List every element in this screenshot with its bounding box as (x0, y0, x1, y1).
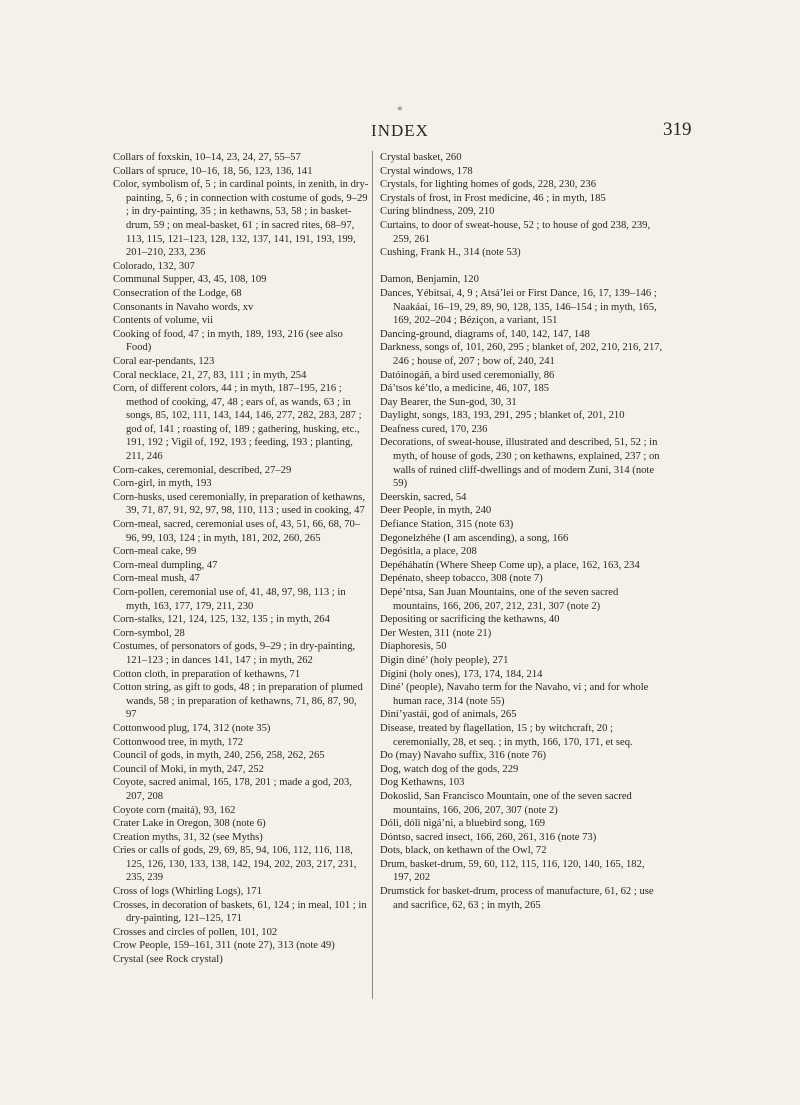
index-entry: Cooking of food, 47 ; in myth, 189, 193, 216 (see also Food) (113, 328, 343, 354)
index-entry: Contents of volume, vii (113, 315, 214, 327)
index-entry: Crosses, in decoration of baskets, 61, 124 ; in meal, 101 ; in dry-painting, 121–125, 171 (113, 899, 367, 925)
index-entry: Creation myths, 31, 32 (see Myths) (113, 831, 263, 843)
index-entry: Crystal windows, 178 (380, 165, 473, 177)
index-entry: Corn-girl, in myth, 193 (113, 478, 212, 490)
index-entry: Council of gods, in myth, 240, 256, 258, 262, 265 (113, 750, 325, 762)
index-entry: Crystals, for lighting homes of gods, 228, 230, 236 (380, 179, 596, 191)
index-entry: Crosses and circles of pollen, 101, 102 (113, 926, 278, 938)
index-entry: Corn-husks, used ceremonially, in preparation of kethawns, 39, 71, 87, 91, 92, 97, 98, 110, 113 ; used in cooking, 47 (113, 491, 366, 517)
index-entry: Daylight, songs, 183, 193, 291, 295 ; blanket of, 201, 210 (380, 410, 625, 422)
index-column-right (380, 151, 665, 912)
index-entry: Deer People, in myth, 240 (380, 505, 492, 517)
index-entry: Digin diné’ (holy people), 271 (380, 654, 509, 666)
index-entry: Corn-cakes, ceremonial, described, 27–29 (113, 464, 292, 476)
index-entry: Council of Moki, in myth, 247, 252 (113, 763, 264, 775)
index-entry: Dóntso, sacred insect, 166, 260, 261, 316 (note 73) (380, 831, 597, 843)
index-entry: Corn, of different colors, 44 ; in myth, 187–195, 216 ; method of cooking, 47, 48 ; ears of, as wands, 63 ; in songs, 85, 102, 111, 143, 144, 146, 277, 282, 283, 287 ; god of, 141 ; roasting of, 189 ; gathering, husking, etc., 191, 192 ; Vigil of, 192, 193 ; feeding, 193 ; planting, 211, 246 (113, 383, 362, 463)
index-entry: Corn-meal mush, 47 (113, 573, 200, 585)
index-entry: Curtains, to door of sweat-house, 52 ; to house of god 238, 239, 259, 261 (380, 219, 651, 245)
index-entry: Degonelzhéhe (I am ascending), a song, 166 (380, 532, 569, 544)
index-entry: Collars of spruce, 10–16, 18, 56, 123, 136, 141 (113, 165, 313, 177)
index-entry: Coyote corn (maitá), 93, 162 (113, 804, 236, 816)
index-entry: Depéháhatín (Where Sheep Come up), a place, 162, 163, 234 (380, 559, 640, 571)
index-entry: Collars of foxskin, 10–14, 23, 24, 27, 55–57 (113, 152, 301, 163)
index-entry: Damon, Benjamin, 120 (380, 274, 479, 286)
index-entry: Dígini (holy ones), 173, 174, 184, 214 (380, 668, 543, 680)
page-number: 319 (663, 119, 692, 140)
index-entry: Dog Kethawns, 103 (380, 777, 465, 789)
section-gap (380, 260, 665, 274)
index-entry: Consecration of the Lodge, 68 (113, 287, 242, 299)
index-entry: Degósitla, a place, 208 (380, 546, 477, 558)
index-entry: Dancing-ground, diagrams of, 140, 142, 147, 148 (380, 328, 590, 340)
index-entry: Depé’ntsa, San Juan Mountains, one of the seven sacred mountains, 166, 206, 207, 212, 231, 307 (note 2) (380, 587, 619, 612)
index-entry: Corn-meal cake, 99 (113, 546, 197, 558)
index-entry: Diaphoresis, 50 (380, 641, 447, 653)
index-entry: Cries or calls of gods, 29, 69, 85, 94, 106, 112, 116, 118, 125, 126, 130, 133, 138, 142, 194, 202, 203, 217, 231, 235, 239 (113, 845, 357, 884)
index-entry: Corn-pollen, ceremonial use of, 41, 48, 97, 98, 113 ; in myth, 163, 177, 179, 211, 230 (113, 587, 346, 612)
index-entry: Corn-meal dumpling, 47 (113, 559, 218, 571)
index-entry: Crystal (see Rock crystal) (113, 954, 223, 966)
index-entry: Dog, watch dog of the gods, 229 (380, 763, 519, 775)
index-entry: Do (may) Navaho suffix, 316 (note 76) (380, 750, 547, 762)
index-entry: Corn-meal, sacred, ceremonial uses of, 43, 51, 66, 68, 70–96, 99, 103, 124 ; in myth, 181, 202, 260, 265 (113, 519, 361, 544)
index-entry: Colorado, 132, 307 (113, 260, 195, 272)
index-entry: Dokoslid, San Francisco Mountain, one of the seven sacred mountains, 166, 206, 207, 307 (note 2) (380, 790, 632, 816)
index-entry: Crystals of frost, in Frost medicine, 46 ; in myth, 185 (380, 192, 606, 204)
index-entry: Diné’ (people), Navaho term for the Navaho, vi ; and for whole human race, 314 (note 55) (380, 682, 649, 707)
index-entry: Crow People, 159–161, 311 (note 27), 313 (note 49) (113, 940, 335, 952)
index-entry: Depositing or sacrificing the kethawns, 40 (380, 614, 560, 626)
column-divider (372, 151, 373, 999)
index-entry: Coyote, sacred animal, 165, 178, 201 ; made a god, 203, 207, 208 (113, 777, 352, 802)
page-header (0, 121, 800, 151)
index-column-left (113, 151, 369, 967)
index-entry: Der Westen, 311 (note 21) (380, 627, 492, 639)
index-entry: Depénato, sheep tobacco, 308 (note 7) (380, 573, 543, 585)
index-entry: Drum, basket-drum, 59, 60, 112, 115, 116, 120, 140, 165, 182, 197, 202 (380, 858, 645, 884)
index-entry: Cotton string, as gift to gods, 48 ; in preparation of plumed wands, 58 ; in preparation of kethawns, 71, 86, 87, 90, 97 (113, 682, 363, 721)
index-entry: Costumes, of personators of gods, 9–29 ; in dry-painting, 121–123 ; in dances 141, 147 ; in myth, 262 (113, 641, 356, 666)
index-entry: Dá’tsos ké’tlo, a medicine, 46, 107, 185 (380, 383, 550, 395)
index-entry: Communal Supper, 43, 45, 108, 109 (113, 274, 267, 286)
index-entry: Curing blindness, 209, 210 (380, 206, 495, 218)
index-entry: Day Bearer, the Sun-god, 30, 31 (380, 396, 517, 408)
index-entry: Drumstick for basket-drum, process of manufacture, 61, 62 ; use and sacrifice, 62, 63 ; in myth, 265 (380, 886, 654, 911)
index-entry: Dances, Yébitsai, 4, 9 ; Atsá’lei or First Dance, 16, 17, 139–146 ; Naakáai, 16–19, 29, 89, 90, 128, 135, 146–154 ; in myth, 165, 169, 202–204 ; Béziçon, a variant, 151 (380, 287, 657, 327)
index-entry: Dóli, dóli nigá’ni, a bluebird song, 169 (380, 818, 546, 830)
index-entry: Defiance Station, 315 (note 63) (380, 519, 514, 531)
index-entry: Corn-stalks, 121, 124, 125, 132, 135 ; in myth, 264 (113, 614, 330, 626)
index-entry: Consonants in Navaho words, xv (113, 301, 254, 313)
index-entry: Darkness, songs of, 101, 260, 295 ; blanket of, 202, 210, 216, 217, 246 ; house of, 207 ; bow of, 240, 241 (380, 342, 663, 367)
index-entry: Crystal basket, 260 (380, 152, 462, 163)
index-entry: Coral necklace, 21, 27, 83, 111 ; in myth, 254 (113, 369, 307, 381)
index-entry: Decorations, of sweat-house, illustrated and described, 51, 52 ; in myth, of house of gods, 230 ; on kethawns, explained, 237 ; on walls of ruined cliff-dwellings and of modern Zuni, 314 (note 59) (380, 437, 660, 490)
index-entry: Dini’yastái, god of animals, 265 (380, 709, 517, 721)
index-entry: Deerskin, sacred, 54 (380, 491, 467, 503)
index-entry: Cushing, Frank H., 314 (note 53) (380, 247, 521, 259)
page-mark: « (397, 104, 403, 114)
index-entry: Dots, black, on kethawn of the Owl, 72 (380, 845, 547, 857)
index-entry: Cross of logs (Whirling Logs), 171 (113, 886, 262, 898)
index-entry: Crater Lake in Oregon, 308 (note 6) (113, 818, 266, 830)
index-entry: Corn-symbol, 28 (113, 627, 185, 639)
index-entry: Deafness cured, 170, 236 (380, 423, 488, 435)
index-entry: Disease, treated by flagellation, 15 ; by witchcraft, 20 ; ceremonially, 28, et seq. ; in myth, 166, 170, 171, et seq. (380, 722, 633, 748)
index-entry: Cotton cloth, in preparation of kethawns, 71 (113, 668, 301, 680)
page-title: INDEX (371, 121, 429, 140)
index-entry: Coral ear-pendants, 123 (113, 355, 215, 367)
index-entry: Color, symbolism of, 5 ; in cardinal points, in zenith, in dry-painting, 5, 6 ; in connection with costume of gods, 9–29 ; in dry-painting, 35 ; in kethawns, 53, 58 ; in basket-drum, 59 ; on meal-basket, 61 ; in sacred rites, 68–97, 113, 115, 121–123, 128, 132, 137, 141, 191, 193, 199, 201–210, 233, 236 (113, 179, 369, 259)
index-entry: Datóinogáñ, a bird used ceremonially, 86 (380, 369, 555, 381)
index-entry: Cottonwood tree, in myth, 172 (113, 736, 244, 748)
index-entry: Cottonwood plug, 174, 312 (note 35) (113, 722, 271, 734)
